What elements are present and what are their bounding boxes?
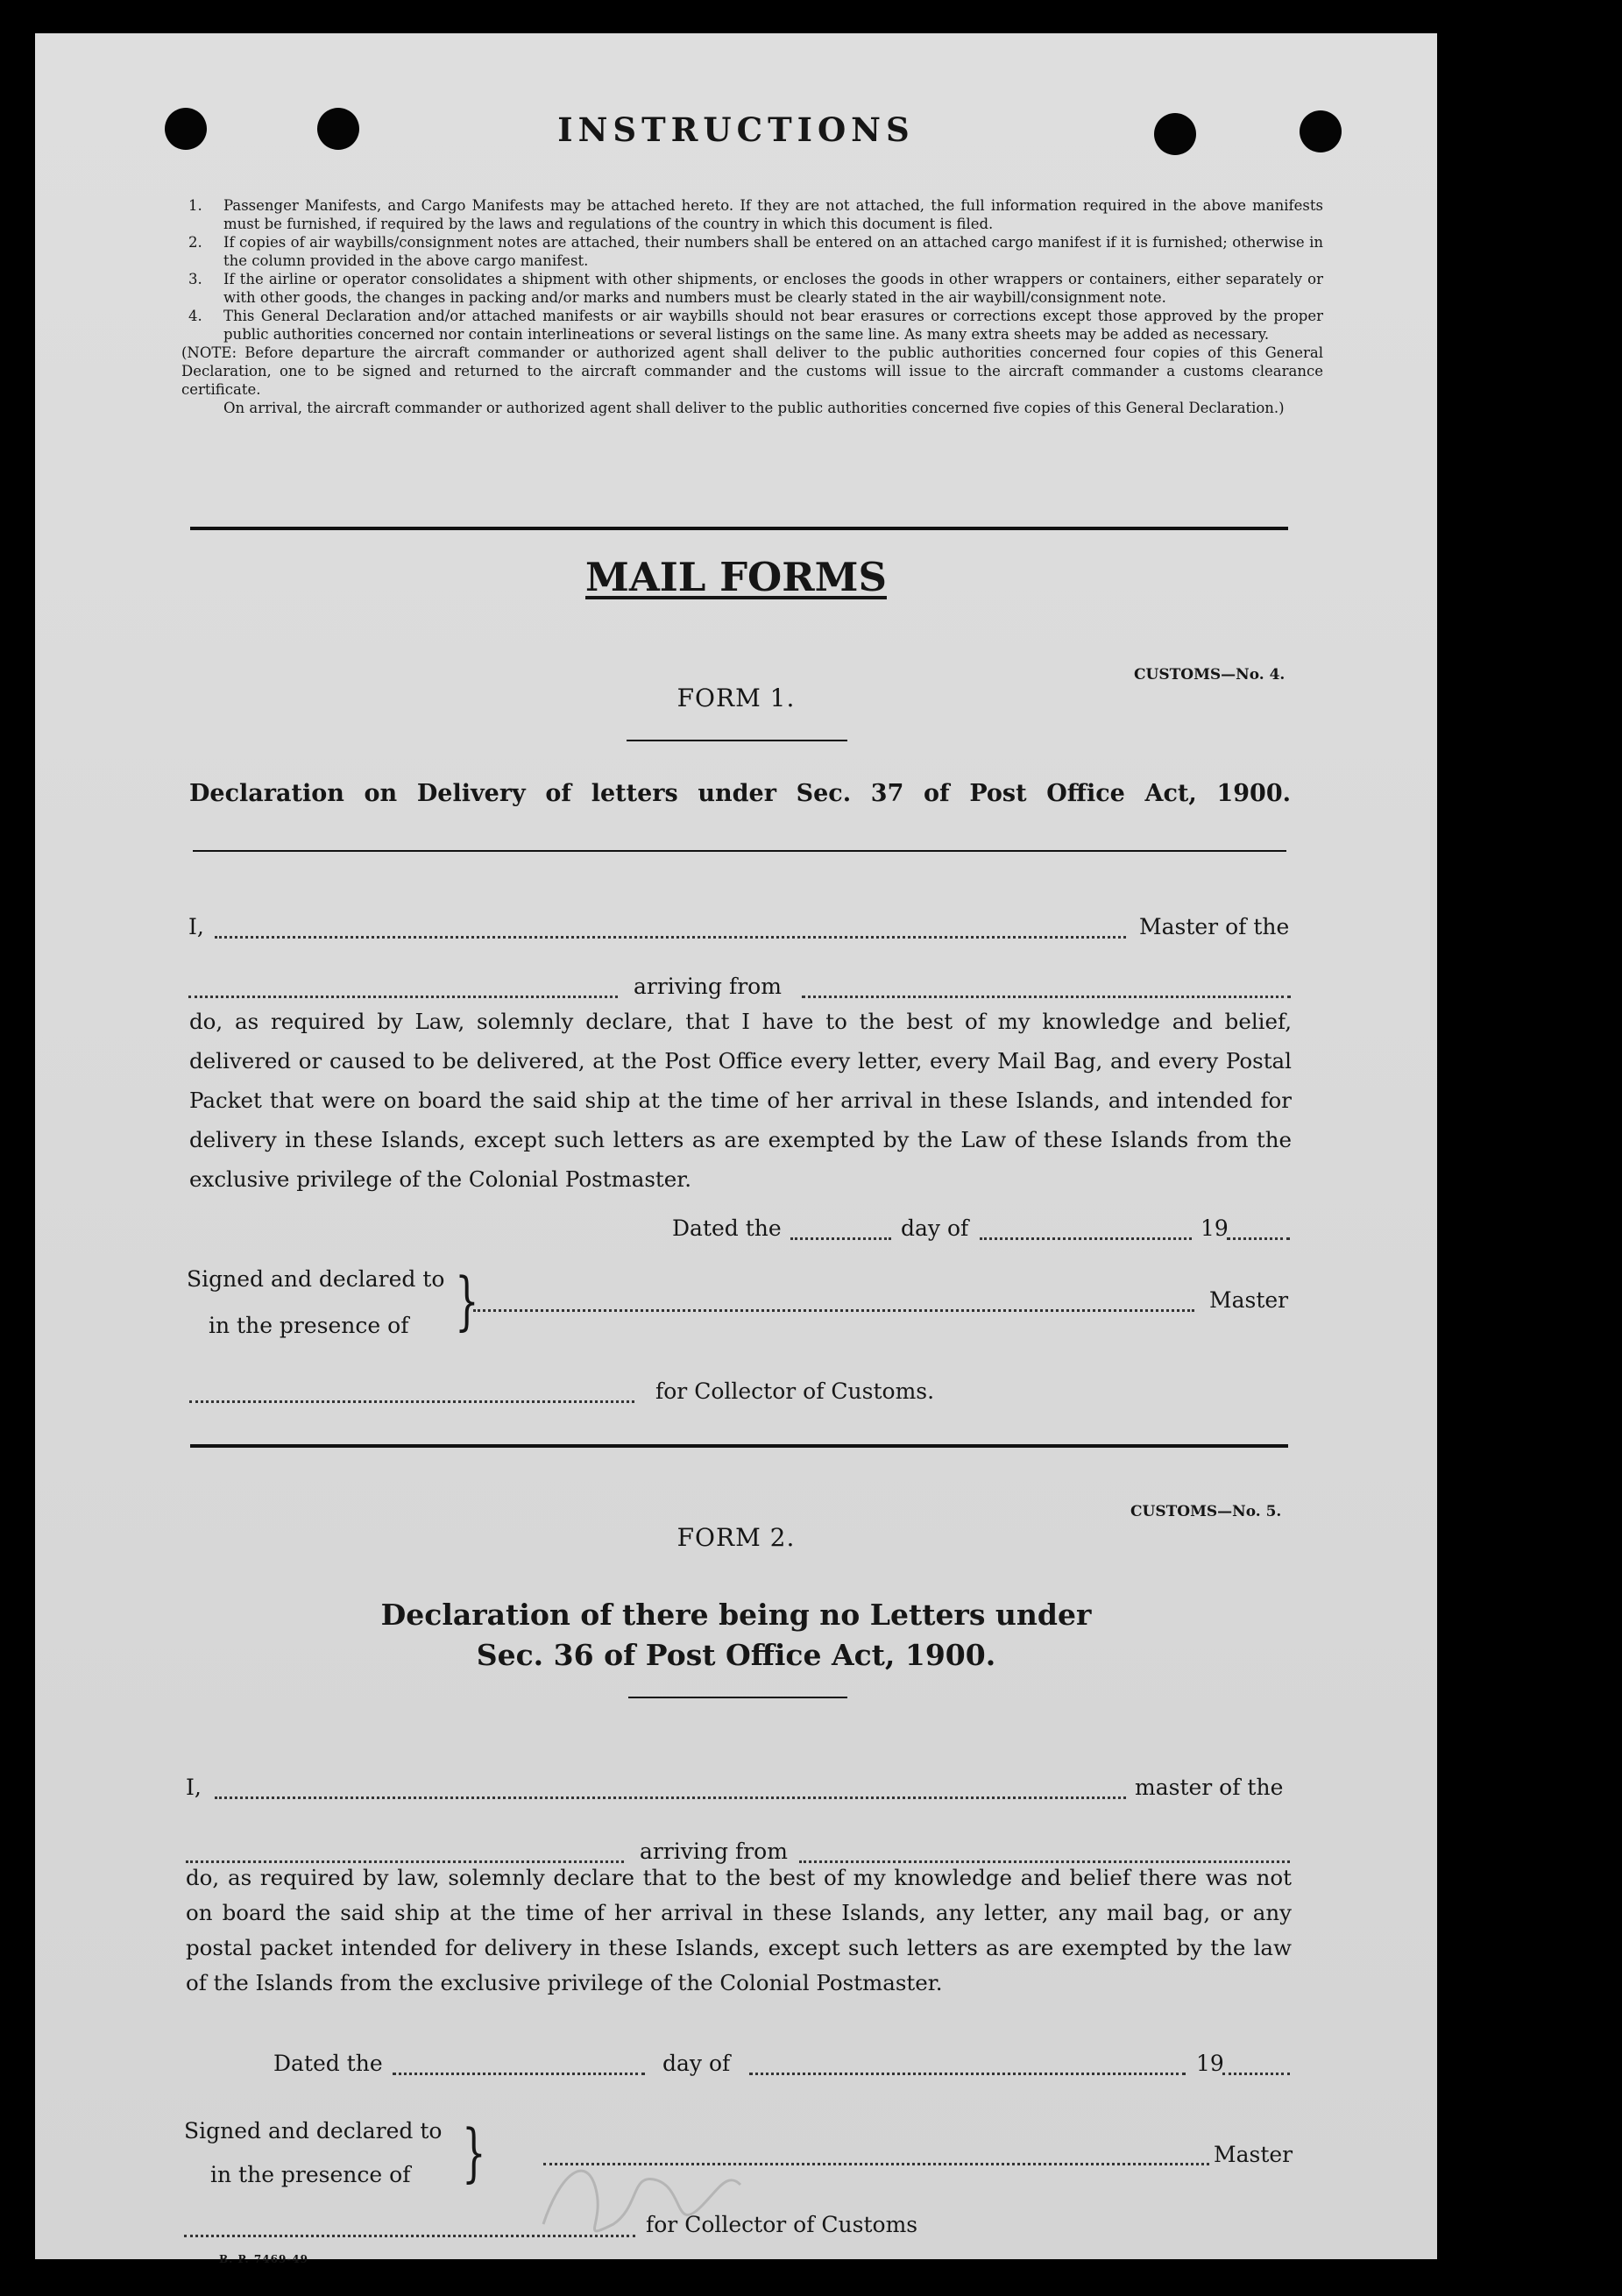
form1-year-field[interactable] [1227, 1237, 1290, 1240]
brace-icon: } [462, 2115, 486, 2189]
mail-forms-heading: MAIL FORMS [585, 554, 887, 600]
form1-body: do, as required by Law, solemnly declare, that I have to the best of my knowledge and belief, delivered or caused to be delivered, at the Post Office every letter, every Mail Bag, and every Postal Packet that were on board the said ship at the time of her arrival in these Islands, and intended for delivery in these Islands, except such letters as are exempted by the Law of these Islands from the exclusive privilege of the Colonial Postmaster. [189, 1009, 1292, 1192]
signature-mark [526, 2119, 754, 2250]
form1-day-of: day of [901, 1215, 969, 1241]
form1-dated-the: Dated the [672, 1215, 782, 1241]
form2-master-of-the: master of the [1135, 1775, 1284, 1800]
form2-date-field[interactable] [393, 2073, 645, 2075]
form2-year-field[interactable] [1222, 2073, 1290, 2075]
form2-day-of: day of [662, 2051, 731, 2076]
form2-declaration-title: Declaration of there being no Letters under Sec. 36 of Post Office Act, 1900. [380, 1598, 1092, 1672]
instruction-note-arrival: On arrival, the aircraft commander or authorized agent shall deliver to the public authorities concerned five copies of this General Declaration.) [223, 400, 1285, 416]
form1-ship-field[interactable] [188, 996, 618, 998]
form2-customs-number: CUSTOMS—No. 5. [1130, 1503, 1282, 1520]
form1-for-collector: for Collector of Customs. [655, 1378, 935, 1404]
form2-signed-label: Signed and declared to [184, 2118, 443, 2144]
form2-arriving-from: arriving from [640, 1839, 788, 1864]
form1-declaration-title: Declaration on Delivery of letters under Sec. 37 of Post Office Act, 1900. [189, 780, 1291, 807]
form2-name-field[interactable] [215, 1796, 1126, 1799]
instruction-item: 1. Passenger Manifests, and Cargo Manifests may be attached hereto. If they are not attached, the full information required in the above manifests must be furnished, if required by the laws and regulations of the country in which this document is filed. [188, 197, 1323, 232]
form1-name-field[interactable] [215, 936, 1126, 939]
form1-origin-field[interactable] [802, 996, 1291, 998]
form2-i-label: I, [186, 1775, 202, 1800]
form2-title: FORM 2. [676, 1523, 796, 1552]
form1-master-signature-field[interactable] [473, 1309, 1194, 1312]
form1-date-field[interactable] [790, 1237, 891, 1240]
form1-year-prefix: 19 [1201, 1215, 1229, 1241]
print-code: B. P. 7469-49 [219, 2253, 308, 2265]
form1-i-label: I, [188, 914, 204, 939]
form1-title: FORM 1. [676, 684, 796, 712]
form2-body: do, as required by law, solemnly declare that to the best of my knowledge and belief there was not on board the said ship at the time of her arrival in these Islands, any letter, any mail bag, or any postal packet intended for delivery in these Islands, except such letters as are exempted by the law of the Islands from the exclusive privilege of the Colonial Postmaster. [186, 1865, 1292, 1995]
form2-title-underline [628, 1697, 847, 1698]
form2-year-prefix: 19 [1196, 2051, 1224, 2076]
form1-collector-signature-field[interactable] [189, 1400, 634, 1403]
document-page [35, 33, 1437, 2265]
divider [193, 850, 1286, 852]
form1-presence-label: in the presence of [209, 1313, 409, 1338]
form2-month-field[interactable] [749, 2073, 1186, 2075]
form1-title-underline [627, 740, 847, 741]
instructions-list [181, 196, 1323, 417]
form2-for-collector: for Collector of Customs [646, 2212, 918, 2237]
form1-signed-label: Signed and declared to [187, 1266, 445, 1292]
divider [190, 527, 1288, 530]
form1-master-of-the: Master of the [1139, 914, 1290, 939]
form2-presence-label: in the presence of [210, 2162, 411, 2187]
brace-icon: } [455, 1264, 479, 1337]
form2-dated-the: Dated the [273, 2051, 383, 2076]
instruction-item: 4. This General Declaration and/or attached manifests or air waybills should not bear erasures or corrections except those approved by the proper public authorities concerned nor contain interlineations or several listings on the same line. As many extra sheets may be added as necessary. [188, 308, 1323, 343]
instruction-item: 3. If the airline or operator consolidates a shipment with other shipments, or encloses the goods in other wrappers or containers, either separately or with other goods, the changes in packing and/or marks and numbers must be clearly stated in the air waybill/consignment note. [188, 271, 1323, 306]
form1-month-field[interactable] [980, 1237, 1192, 1240]
instructions-title: INSTRUCTIONS [557, 110, 915, 149]
instruction-item: 2. If copies of air waybills/consignment notes are attached, their numbers shall be entered on an attached cargo manifest if it is furnished; otherwise in the column provided in the above cargo manifest. [188, 234, 1323, 269]
form1-customs-number: CUSTOMS—No. 4. [1134, 666, 1286, 684]
form2-master-label: Master [1214, 2142, 1293, 2167]
form1-master-label: Master [1209, 1287, 1289, 1313]
divider [190, 1444, 1288, 1448]
instruction-note: (NOTE: Before departure the aircraft commander or authorized agent shall deliver to the public authorities concerned four copies of this General Declaration, one to be signed and returned to the aircraft commander and the customs will issue to the aircraft commander a customs clearance certificate. [181, 344, 1323, 398]
form1-arriving-from: arriving from [634, 974, 782, 999]
